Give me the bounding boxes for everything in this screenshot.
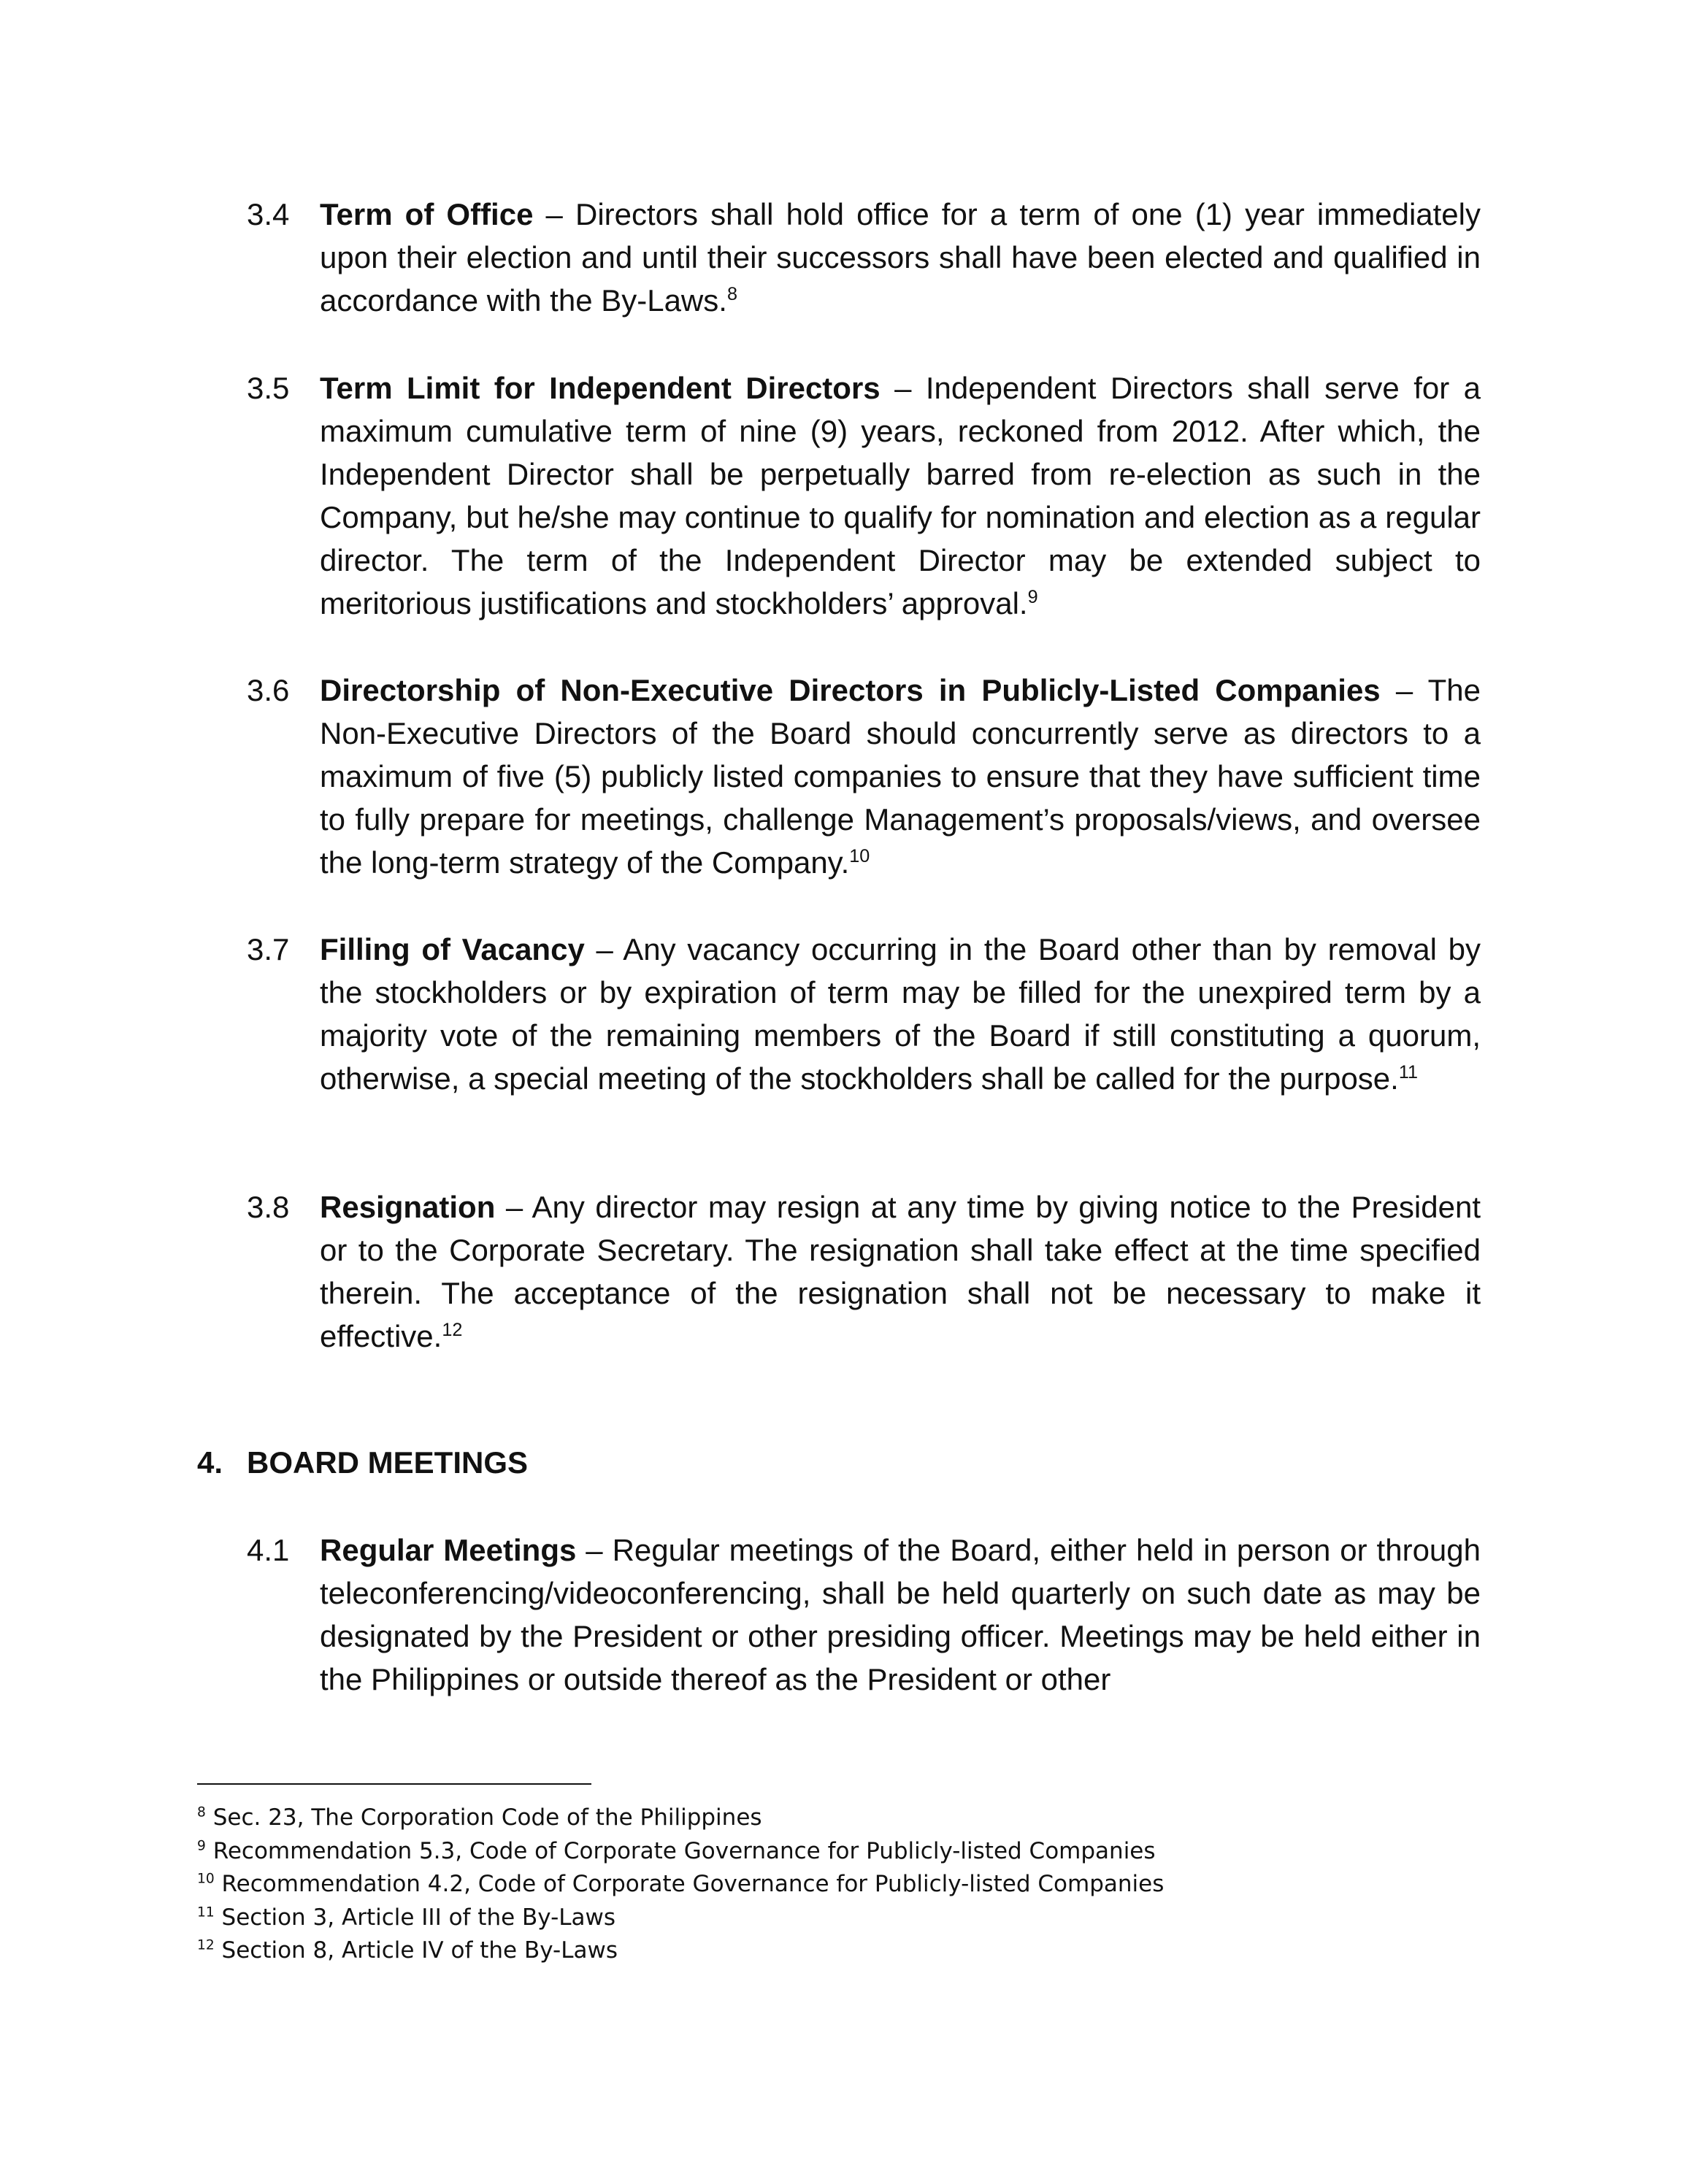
- section-text: Directors shall hold office for a term of one (1) year immediately upon their election and until their successors shall have been elected and qualified in accordance with the By-Laws.: [320, 197, 1481, 318]
- section-title: Filling of Vacancy: [320, 932, 585, 966]
- footnote-ref[interactable]: 12: [442, 1320, 463, 1340]
- footnotes: [197, 1802, 1511, 1968]
- section-paragraph: [320, 1185, 1481, 1358]
- footnote-item: [197, 1868, 1511, 1902]
- section-number: 3.4: [247, 197, 290, 231]
- section-text: Independent Directors shall serve for a maximum cumulative term of nine (9) years, reckoned from 2012. After which, the Independent Director shall be perpetually barred from re-election as such in the Company, but he/she may continue to qualify for nomination and election as a regular director. The term of the Independent Director may be extended subject to meritorious justifications and stockholders’ approval.: [320, 371, 1481, 620]
- footnote-number: 8: [197, 1804, 206, 1820]
- section-title: Term Limit for Independent Directors: [320, 371, 881, 405]
- section-number: 3.7: [247, 932, 290, 966]
- section-dash: –: [1380, 673, 1428, 707]
- footnote-text: Recommendation 5.3, Code of Corporate Governance for Publicly-listed Companies: [205, 1837, 1156, 1864]
- footnote-text: Section 3, Article III of the By-Laws: [214, 1904, 616, 1931]
- footnote-text: Sec. 23, The Corporation Code of the Philippines: [205, 1804, 762, 1831]
- footnote-ref[interactable]: 11: [1398, 1062, 1418, 1083]
- section-heading: [197, 1441, 528, 1484]
- footnote-item: [197, 1902, 1511, 1935]
- footnote-number: 10: [197, 1871, 215, 1887]
- footnote-number: 11: [197, 1904, 215, 1920]
- footnote-number: 12: [197, 1937, 215, 1953]
- section-number: 3.8: [247, 1190, 290, 1224]
- footnote-ref[interactable]: 9: [1027, 587, 1038, 607]
- section-3-7: [247, 928, 1481, 1100]
- footnote-item: [197, 1835, 1511, 1869]
- section-dash: –: [584, 932, 624, 966]
- section-paragraph: [320, 669, 1481, 884]
- heading-number: 4.: [197, 1445, 223, 1480]
- section-title: Regular Meetings: [320, 1533, 577, 1567]
- heading-title: BOARD MEETINGS: [247, 1445, 529, 1480]
- section-paragraph: [320, 928, 1481, 1100]
- section-title: Term of Office: [320, 197, 534, 231]
- section-3-5: [247, 366, 1481, 625]
- section-3-4: [247, 193, 1481, 322]
- footnote-text: Section 8, Article IV of the By-Laws: [214, 1937, 618, 1964]
- section-title: Resignation: [320, 1190, 496, 1224]
- section-paragraph: [320, 366, 1481, 625]
- footnote-ref[interactable]: 8: [726, 284, 737, 304]
- section-text: Any vacancy occurring in the Board other than by removal by the stockholders or by expiration of term may be filled for the unexpired term by a majority vote of the remaining members of the Board if still constituting a quorum, otherwise, a special meeting of the stockholders shall be called for the purpose.: [320, 932, 1481, 1096]
- section-number: 4.1: [247, 1533, 290, 1567]
- section-3-8: [247, 1185, 1481, 1358]
- footnote-item: [197, 1934, 1511, 1968]
- section-dash: –: [576, 1533, 613, 1567]
- section-4-1: [247, 1529, 1481, 1701]
- section-paragraph: [320, 1529, 1481, 1701]
- section-number: 3.5: [247, 371, 290, 405]
- footnote-text: Recommendation 4.2, Code of Corporate Governance for Publicly-listed Companies: [214, 1871, 1165, 1897]
- section-dash: –: [880, 371, 926, 405]
- section-dash: –: [495, 1190, 532, 1224]
- section-text: The Non-Executive Directors of the Board should concurrently serve as directors to a maximum of five (5) publicly listed companies to ensure that they have sufficient time to fully prepare for meetings, challenge Management’s proposals/views, and oversee the long-term strategy of the Company.: [320, 673, 1481, 880]
- footnote-number: 9: [197, 1838, 206, 1854]
- footnote-divider: [197, 1783, 591, 1785]
- section-number: 3.6: [247, 673, 290, 707]
- section-paragraph: [320, 193, 1481, 322]
- section-3-6: [247, 669, 1481, 884]
- footnote-item: [197, 1802, 1511, 1835]
- footnote-ref[interactable]: 10: [849, 846, 870, 866]
- section-text: Regular meetings of the Board, either held in person or through teleconferencing/videoconferencing, shall be held quarterly on such date as may be designated by the President or other presiding officer. Meetings may be held either in the Philippines or outside thereof as the President or other: [320, 1533, 1481, 1696]
- section-dash: –: [533, 197, 575, 231]
- section-text: Any director may resign at any time by giving notice to the President or to the Corporate Secretary. The resignation shall take effect at the time specified therein. The acceptance of the resignation shall not be necessary to make it effective.: [320, 1190, 1481, 1353]
- section-title: Directorship of Non-Executive Directors in Publicly-Listed Companies: [320, 673, 1381, 707]
